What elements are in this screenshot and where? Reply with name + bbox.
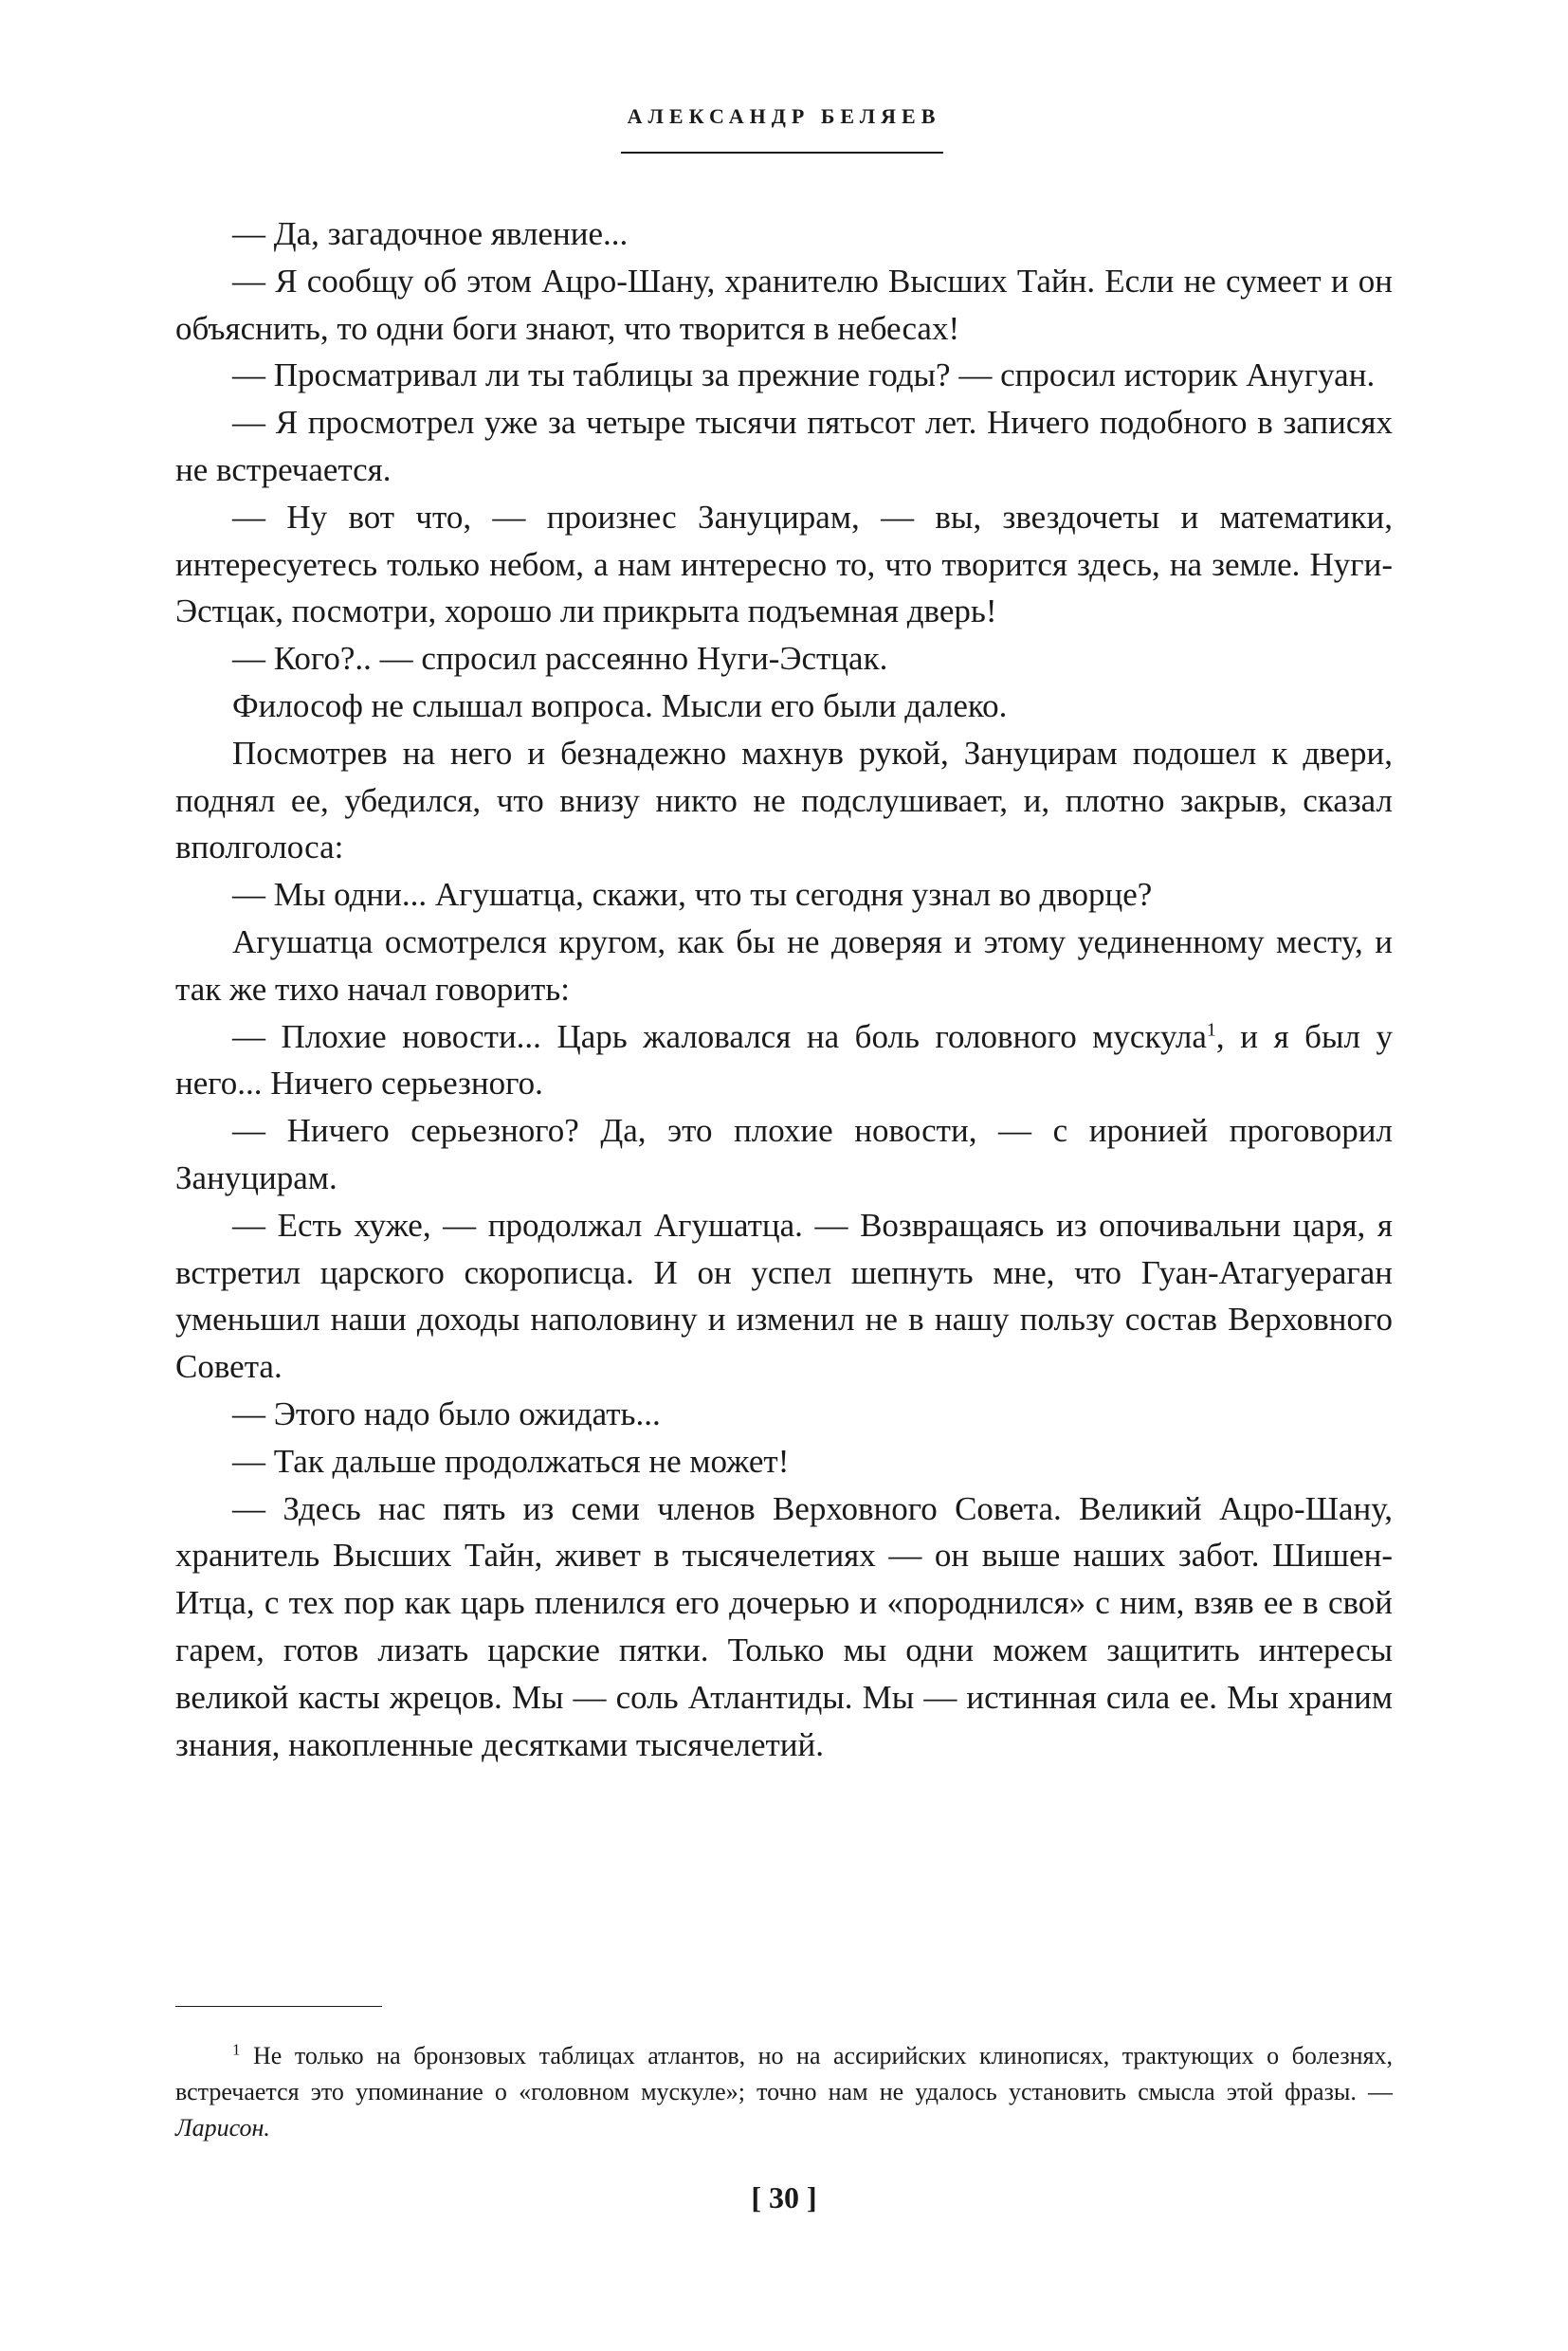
- paragraph: Посмотрев на него и безнадежно махнув рукой, Зануцирам подошел к двери, поднял ее, убедился, что внизу никто не подслушивает, и, плотно закрыв, сказал вполголоса:: [175, 734, 1393, 866]
- paragraph: — Мы одни... Агушатца, скажи, что ты сегодня узнал во дворце?: [232, 876, 1153, 914]
- page-number: [ 30 ]: [751, 2180, 817, 2214]
- paragraph: — Ничего серьезного? Да, это плохие новости, — с иронией проговорил Зануцирам.: [175, 1112, 1393, 1196]
- paragraph-text-before-note: — Плохие новости... Царь жаловался на боль головного мускула: [232, 1017, 1207, 1055]
- paragraph: Философ не слышал вопроса. Мысли его были далеко.: [232, 686, 1008, 724]
- paragraph: — Так дальше продолжаться не может!: [232, 1442, 790, 1480]
- paragraph: — Я просмотрел уже за четыре тысячи пятьсот лет. Ничего подобного в записях не встречается.: [175, 404, 1393, 488]
- footnote: [175, 2038, 1393, 2146]
- paragraph-with-footnote: [175, 1013, 1393, 1108]
- footnote-reference[interactable]: 1: [1206, 1018, 1216, 1040]
- paragraph: — Этого надо было ожидать...: [232, 1394, 661, 1432]
- paragraph: — Просматривал ли ты таблицы за прежние годы? — спросил историк Анугуан.: [232, 356, 1376, 394]
- paragraph: Агушатца осмотрелся кругом, как бы не доверяя и этому уединенному месту, и так же тихо начал говорить:: [175, 922, 1393, 1008]
- paragraph: — Здесь нас пять из семи членов Верховного Совета. Великий Ацро-Шану, хранитель Высших Тайн, живет в тысячелетиях — он выше наших забот. Шишен-Итца, с тех пор как царь пленился его дочерью и «породнился» с ним, взяв ее в свой гарем, готов лизать царские пятки. Только мы одни можем защитить интересы великой касты жрецов. Мы — соль Атлантиды. Мы — истинная сила ее. Мы храним знания, накопленные десятками тысячелетий.: [175, 1489, 1393, 1763]
- paragraph: — Да, загадочное явление...: [232, 215, 629, 252]
- paragraph: — Есть хуже, — продолжал Агушатца. — Возвращаясь из опочивальни царя, я встретил царского скорописца. И он успел шепнуть мне, что Гуан-Атагуераган уменьшил наши доходы наполовину и изменил не в нашу пользу состав Верховного Совета.: [175, 1206, 1393, 1386]
- paragraph: — Ну вот что, — произнес Зануцирам, — вы, звездочеты и математики, интересуетесь только небом, а нам интересно то, что творится здесь, на земле. Нуги-Эстцак, посмотри, хорошо ли прикрыта подъемная дверь!: [175, 498, 1393, 630]
- footnote-marker: 1: [232, 2040, 241, 2059]
- body-text: [175, 210, 1393, 1768]
- paragraph: — Кого?.. — спросил рассеянно Нуги-Эстцак.: [232, 640, 888, 678]
- footnote-rule: [175, 2006, 382, 2007]
- footnote-text: Не только на бронзовых таблицах атлантов, но на ассирийских клинописях, трактующих о болезнях, встречается это упоминание о «головном мускуле»; точно нам не удалось установить смысла этой фразы. —: [175, 2042, 1393, 2105]
- footnote-signature: Ларисон.: [175, 2114, 270, 2141]
- running-head: АЛЕКСАНДР БЕЛЯЕВ: [627, 104, 941, 128]
- header-rule: [621, 152, 943, 154]
- paragraph: — Я сообщу об этом Ацро-Шану, хранителю Высших Тайн. Если не сумеет и он объяснить, то одни боги знают, что творится в небесах!: [175, 262, 1393, 347]
- footnote-paragraph: [175, 2038, 1393, 2146]
- paragraph-text-after-note: , и я был у него... Ничего серьезного.: [175, 1017, 1393, 1103]
